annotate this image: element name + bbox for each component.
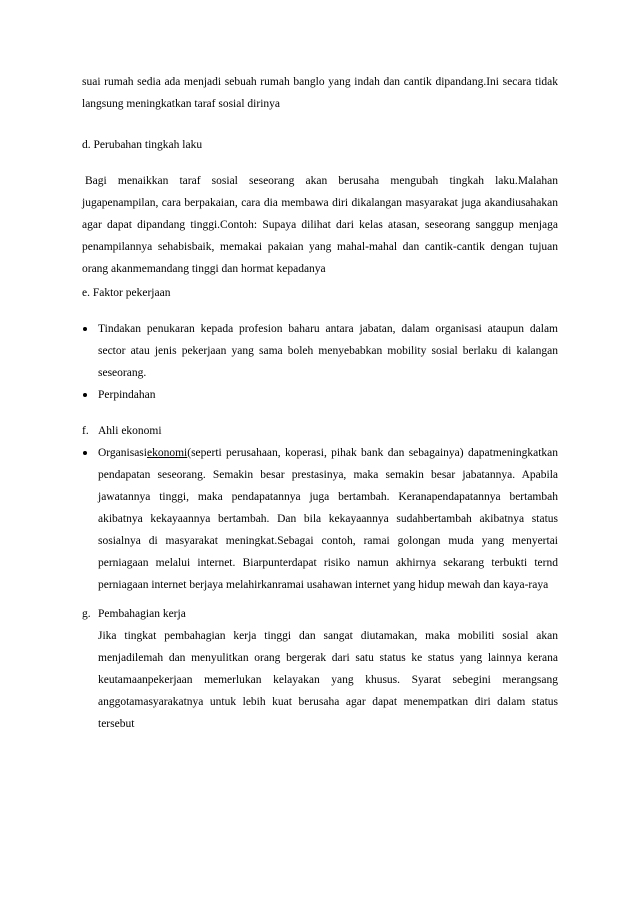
- bullet-icon: [83, 393, 87, 397]
- paragraph-line: agar dapat dipandang tinggi.Contoh: Supaya dilihat dari kelas atasan, seseorang sanggup menjaga: [82, 219, 558, 231]
- list-item-line: Tindakan penukaran kepada profesion baharu antara jabatan, dalam organisasi ataupun dalam: [98, 323, 558, 335]
- list-item: [82, 384, 558, 406]
- list-item-line: seseorang.: [98, 367, 147, 379]
- section-e-bullet-list: [82, 318, 558, 406]
- paragraph-line: suai rumah sedia ada menjadi sebuah rumah banglo yang indah dan cantik dipandang.Ini secara tidak: [82, 76, 558, 88]
- line-text-prefix: Organisasi: [98, 447, 147, 459]
- list-item-line: [98, 442, 558, 464]
- paragraph-line: penampilannya sehabisbaik, memakai pakaian yang mahal-mahal dan cantik-cantik dengan tujuan: [82, 241, 558, 253]
- paragraph-line: langsung meningkatkan taraf sosial dirinya: [82, 98, 281, 110]
- list-item: [82, 318, 558, 384]
- section-heading-e: e. Faktor pekerjaan: [82, 287, 171, 299]
- paragraph-line: Jika tingkat pembahagian kerja tinggi dan sangat diutamakan, maka mobiliti sosial akan: [98, 630, 558, 642]
- paragraph-line: Bagi menaikkan taraf sosial seseorang akan berusaha mengubah tingkah laku.Malahan: [85, 175, 558, 187]
- list-item-line: sosialnya di masyarakat meningkat.Sebagai contoh, ramai golongan muda yang menyertai: [98, 535, 558, 547]
- paragraph-line: anggotamasyarakatnya untuk lebih kuat berusaha agar dapat menempatkan diri dalam status: [98, 696, 558, 708]
- list-item-line: jawatannya tinggi, maka pendapatannya juga bertambah. Keranapendapatannya bertambah: [98, 491, 558, 503]
- paragraph-line: menjadilemah dan menyulitkan orang bergerak dari satu status ke status yang lainnya kerana: [98, 652, 558, 664]
- section-marker: g.: [82, 608, 91, 620]
- paragraph-line: jugapenampilan, cara berpakaian, cara dia membawa diri dikalangan masyarakat juga akandiusahakan: [82, 197, 558, 209]
- continuation-paragraph: [82, 71, 558, 115]
- section-d-paragraph: [82, 170, 558, 280]
- section-heading-g: [82, 603, 558, 625]
- section-heading-f: [82, 420, 558, 442]
- list-item-line: perniagaan melalui internet. Biarpunterdapat risiko namun akhirnya sekarang terbukti ternd: [98, 557, 558, 569]
- paragraph-line: keutamaanpekerjaan memerlukan kelayakan yang khusus. Syarat sebegini merangsang: [98, 674, 558, 686]
- line-text-suffix: (seperti perusahaan, koperasi, pihak bank dan sebagainya) dapatmeningkatkan: [187, 447, 558, 459]
- section-heading-text: Pembahagian kerja: [98, 608, 186, 620]
- section-heading-d: d. Perubahan tingkah laku: [82, 139, 203, 151]
- list-item-line: perniagaan internet berjaya melahirkanramai usahawan internet yang hidup mewah dan kaya-raya: [98, 579, 549, 591]
- section-f-bullet-list: [82, 442, 558, 596]
- section-marker: f.: [82, 425, 89, 437]
- bullet-icon: [83, 451, 87, 455]
- list-item-line: akibatnya kekayaannya bertambah. Dan bila kekayaannya sudahbertambah akibatnya status: [98, 513, 558, 525]
- section-g-paragraph: [82, 625, 558, 735]
- document-body: [82, 71, 558, 735]
- paragraph-line: orang akanmemandang tinggi dan hormat kepadanya: [82, 263, 326, 275]
- list-item-line: sector atau jenis pekerjaan yang sama boleh menyebabkan mobility sosial berlaku di kalangan: [98, 345, 558, 357]
- ekonomi-link[interactable]: ekonomi: [146, 447, 188, 459]
- list-item-line: pendapatan seseorang. Semakin besar prestasinya, maka semakin besar jabatannya. Apabila: [98, 469, 558, 481]
- list-item-line: Perpindahan: [98, 389, 156, 401]
- paragraph-line: tersebut: [98, 718, 135, 730]
- list-item: [82, 442, 558, 596]
- bullet-icon: [83, 327, 87, 331]
- section-heading-text: Ahli ekonomi: [98, 425, 162, 437]
